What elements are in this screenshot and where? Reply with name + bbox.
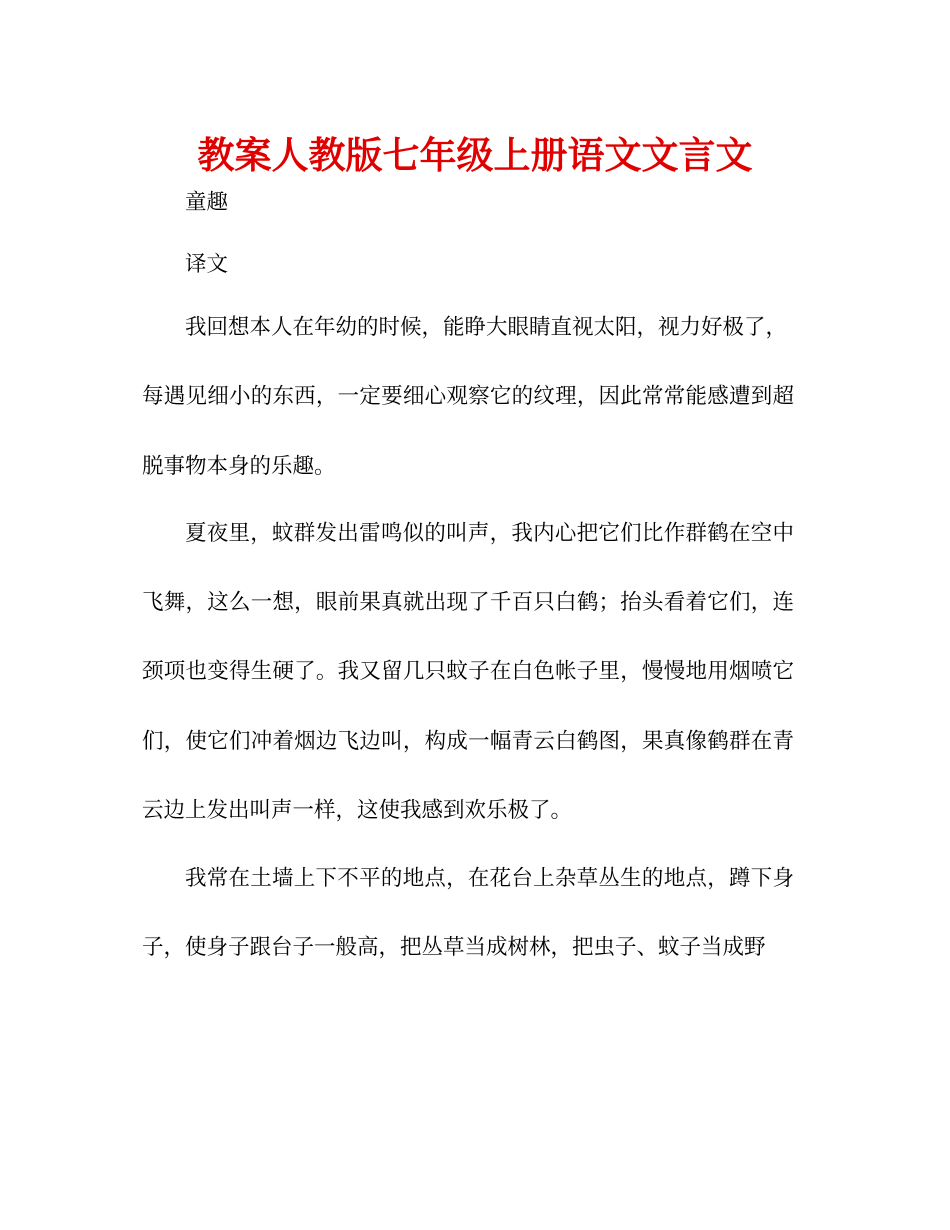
section-subheading: 译文 bbox=[185, 252, 229, 277]
paragraph-line: 们，使它们冲着烟边飞边叫，构成一幅青云白鹤图，果真像鹤群在青 bbox=[142, 729, 794, 754]
document-title: 教案人教版七年级上册语文文言文 bbox=[197, 134, 753, 177]
paragraph-line: 子，使身子跟台子一般高，把丛草当成树林，把虫子、蚊子当成野 bbox=[142, 935, 766, 960]
paragraph-line: 飞舞，这么一想，眼前果真就出现了千百只白鹤；抬头看着它们，连 bbox=[142, 590, 794, 615]
paragraph-line: 我常在土墙上下不平的地点，在花台上杂草丛生的地点，蹲下身 bbox=[185, 866, 794, 891]
paragraph-line: 夏夜里，蚊群发出雷鸣似的叫声，我内心把它们比作群鹤在空中 bbox=[185, 521, 794, 546]
paragraph-line: 我回想本人在年幼的时候，能睁大眼睛直视太阳，视力好极了， bbox=[185, 315, 788, 340]
paragraph-line: 脱事物本身的乐趣。 bbox=[142, 454, 336, 479]
section-heading: 童趣 bbox=[185, 190, 229, 215]
paragraph-line: 云边上发出叫声一样，这使我感到欢乐极了。 bbox=[142, 798, 573, 823]
paragraph-line: 颈项也变得生硬了。我又留几只蚊子在白色帐子里，慢慢地用烟喷它 bbox=[142, 659, 794, 684]
paragraph-line: 每遇见细小的东西，一定要细心观察它的纹理，因此常常能感遭到超 bbox=[142, 384, 794, 409]
